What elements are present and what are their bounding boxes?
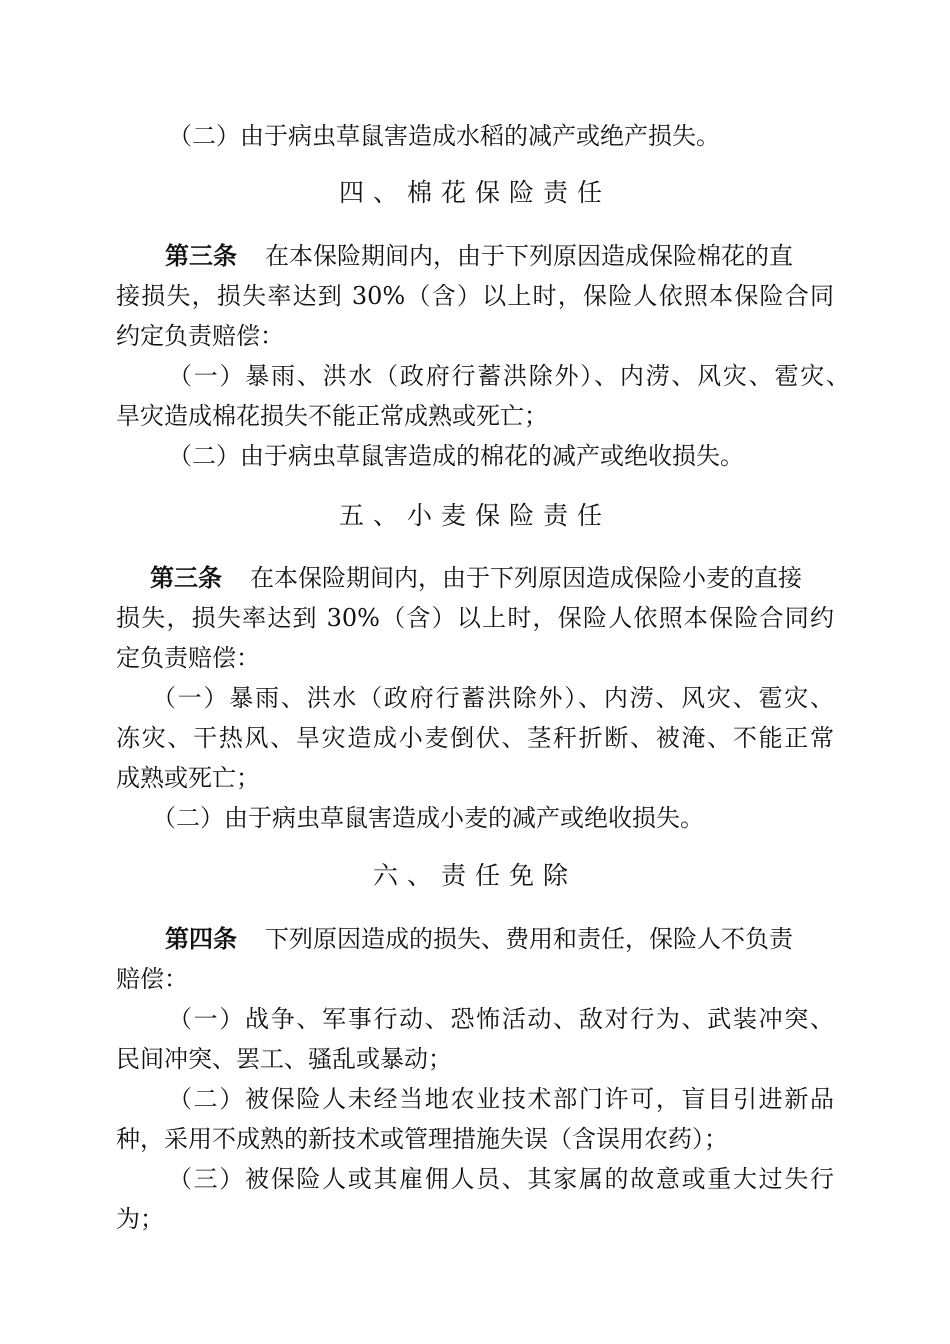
exclusions-item-2-line-2: 种，采用不成熟的新技术或管理措施失误（含误用农药）； — [116, 1125, 728, 1153]
wheat-item-1-line-2: 冻灾、干热风、旱灾造成小麦倒伏、茎秆折断、被淹、不能正常 — [116, 724, 834, 752]
article-text: 在本保险期间内，由于下列原因造成保险棉花的直 — [265, 242, 793, 270]
article-label: 第四条 — [165, 924, 237, 953]
exclusions-article-line-2: 赔偿： — [116, 965, 188, 993]
article-label: 第三条 — [150, 563, 222, 592]
exclusions-item-1-line-2: 民间冲突、罢工、骚乱或暴动； — [116, 1045, 452, 1073]
wheat-article-line-3: 定负责赔偿： — [116, 644, 260, 672]
cotton-item-2: （二）由于病虫草鼠害造成的棉花的减产或绝收损失。 — [168, 442, 744, 470]
rice-item-2: （二）由于病虫草鼠害造成水稻的减产或绝产损失。 — [168, 122, 720, 150]
section-heading-exclusions: 六、责任免除 — [372, 861, 577, 890]
cotton-item-1-line-1: （一）暴雨、洪水（政府行蓄洪除外）、内涝、风灾、雹灾、 — [168, 362, 850, 390]
exclusions-item-2-line-1: （二）被保险人未经当地农业技术部门许可，盲目引进新品 — [168, 1085, 834, 1113]
cotton-item-1-line-2: 旱灾造成棉花损失不能正常成熟或死亡； — [116, 402, 548, 430]
article-label: 第三条 — [165, 241, 237, 270]
section-heading-wheat: 五、小麦保险责任 — [338, 501, 611, 530]
cotton-article-line-1 — [165, 241, 793, 271]
wheat-item-1-line-1: （一）暴雨、洪水（政府行蓄洪除外）、内涝、风灾、雹灾、 — [152, 684, 834, 712]
exclusions-item-1-line-1: （一）战争、军事行动、恐怖活动、敌对行为、武装冲突、 — [168, 1005, 834, 1033]
exclusions-article-line-1 — [165, 924, 793, 954]
wheat-article-line-1 — [150, 563, 802, 593]
article-text: 在本保险期间内，由于下列原因造成保险小麦的直接 — [250, 564, 802, 592]
exclusions-item-3-line-1: （三）被保险人或其雇佣人员、其家属的故意或重大过失行 — [168, 1165, 834, 1193]
wheat-item-1-line-3: 成熟或死亡； — [116, 764, 260, 792]
wheat-article-line-2: 损失，损失率达到 30%（含）以上时，保险人依照本保险合同约 — [116, 604, 834, 632]
cotton-article-line-3: 约定负责赔偿： — [116, 322, 284, 350]
article-text: 下列原因造成的损失、费用和责任，保险人不负责 — [265, 925, 793, 953]
cotton-article-line-2: 接损失，损失率达到 30%（含）以上时，保险人依照本保险合同 — [116, 282, 834, 310]
exclusions-item-3-line-2: 为； — [116, 1205, 164, 1233]
section-heading-cotton: 四、棉花保险责任 — [338, 178, 611, 207]
wheat-item-2: （二）由于病虫草鼠害造成小麦的减产或绝收损失。 — [152, 804, 704, 832]
